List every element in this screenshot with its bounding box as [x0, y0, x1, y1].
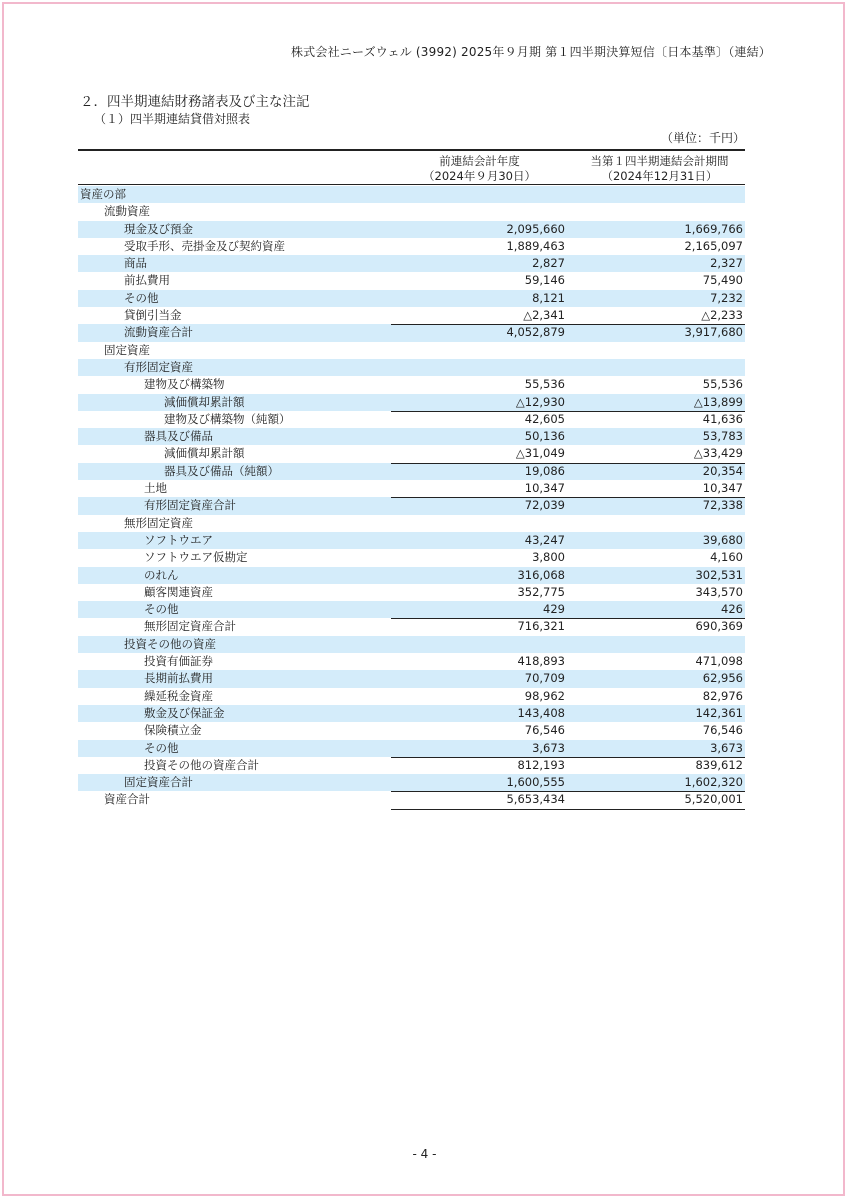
prev-period-label: 前連結会計年度 [439, 154, 520, 168]
row-label: 資産の部 [80, 187, 126, 201]
row-label: 貸倒引当金 [124, 308, 182, 323]
table-row [78, 445, 745, 462]
table-row [78, 653, 745, 670]
curr-period-label: 当第１四半期連結会計期間 [590, 154, 729, 168]
row-label: 固定資産 [104, 342, 150, 357]
table-row [78, 186, 745, 203]
subsection-title: （１）四半期連結貸借対照表 [94, 112, 251, 126]
prev-value: 42,605 [524, 411, 565, 426]
prev-value: 5,653,434 [506, 792, 565, 807]
table-row [78, 290, 745, 307]
prev-value: 4,052,879 [506, 325, 565, 340]
curr-value: 5,520,001 [684, 792, 743, 807]
prev-period-header [391, 154, 568, 184]
row-label: 資産合計 [104, 792, 150, 807]
prev-value: 59,146 [524, 273, 565, 288]
curr-value: 343,570 [695, 584, 743, 599]
row-label: 現金及び預金 [124, 221, 193, 236]
curr-value: 142,361 [695, 705, 743, 720]
row-label: 流動資産合計 [124, 325, 193, 340]
table-row [78, 238, 745, 255]
curr-value: 53,783 [702, 429, 743, 444]
prev-value: 43,247 [524, 532, 565, 547]
row-label: 減価償却累計額 [164, 446, 245, 461]
row-label: その他 [144, 602, 179, 617]
row-label: 保険積立金 [144, 723, 202, 738]
prev-value: 2,095,660 [506, 221, 565, 236]
row-label: 受取手形、売掛金及び契約資産 [124, 238, 285, 253]
row-label: 長期前払費用 [144, 671, 213, 686]
table-row [78, 394, 745, 411]
prev-value: 55,536 [524, 377, 565, 392]
prev-value: 70,709 [524, 671, 565, 686]
row-label: 土地 [144, 481, 167, 496]
curr-value: 72,338 [702, 498, 743, 513]
curr-value: 20,354 [702, 463, 743, 478]
prev-value: 10,347 [524, 481, 565, 496]
prev-value: 316,068 [517, 567, 565, 582]
row-label: 器具及び備品（純額） [164, 463, 279, 478]
curr-value: 426 [721, 602, 743, 617]
table-row [78, 567, 745, 584]
prev-value: 2,827 [532, 256, 565, 271]
column-header [78, 149, 745, 185]
prev-value: 143,408 [517, 705, 565, 720]
section-title: ２．四半期連結財務諸表及び主な注記 [80, 94, 310, 110]
row-label: のれん [144, 567, 179, 582]
table-row [78, 411, 745, 428]
row-label: 繰延税金資産 [144, 688, 213, 703]
curr-value: 302,531 [695, 567, 743, 582]
curr-value: 62,956 [702, 671, 743, 686]
row-label: その他 [124, 290, 159, 305]
prev-value: 3,800 [532, 550, 565, 565]
row-label: 投資その他の資産 [124, 636, 216, 651]
row-label: 有形固定資産合計 [144, 498, 236, 513]
row-label: 敷金及び保証金 [144, 705, 225, 720]
prev-value: △12,930 [515, 394, 565, 409]
curr-value: 76,546 [702, 723, 743, 738]
prev-value: △2,341 [523, 308, 565, 323]
table-row [78, 497, 745, 514]
prev-value: 19,086 [524, 463, 565, 478]
table-row [78, 515, 745, 532]
prev-value: 50,136 [524, 429, 565, 444]
table-row [78, 688, 745, 705]
row-label: 建物及び構築物（純額） [164, 411, 291, 426]
balance-sheet-table [78, 186, 745, 810]
table-row [78, 601, 745, 618]
curr-value: 3,673 [710, 740, 743, 755]
row-label: 前払費用 [124, 273, 170, 288]
table-row [78, 532, 745, 549]
prev-value: 72,039 [524, 498, 565, 513]
curr-value: 55,536 [702, 377, 743, 392]
prev-value: 418,893 [517, 654, 565, 669]
curr-value: 1,602,320 [684, 775, 743, 790]
table-row [78, 342, 745, 359]
table-row [78, 636, 745, 653]
curr-value: △33,429 [693, 446, 743, 461]
table-row [78, 722, 745, 739]
curr-value: 1,669,766 [684, 221, 743, 236]
row-label: 商品 [124, 256, 147, 271]
prev-value: △31,049 [515, 446, 565, 461]
table-row [78, 428, 745, 445]
prev-value: 98,962 [524, 688, 565, 703]
curr-value: 4,160 [710, 550, 743, 565]
table-row [78, 324, 745, 341]
row-label: 投資その他の資産合計 [144, 757, 259, 772]
curr-value: 39,680 [702, 532, 743, 547]
curr-value: 690,369 [695, 619, 743, 634]
table-row [78, 791, 745, 809]
row-label: 器具及び備品 [144, 429, 213, 444]
row-label: 有形固定資産 [124, 359, 193, 374]
curr-value: 3,917,680 [684, 325, 743, 340]
prev-value: 1,600,555 [506, 775, 565, 790]
curr-value: 75,490 [702, 273, 743, 288]
curr-value: 2,327 [710, 256, 743, 271]
row-label: 減価償却累計額 [164, 394, 245, 409]
prev-value: 429 [543, 602, 565, 617]
prev-value: 1,889,463 [506, 238, 565, 253]
curr-value: △2,233 [701, 308, 743, 323]
unit-label: （単位：千円） [660, 131, 745, 145]
curr-value: 82,976 [702, 688, 743, 703]
table-row [78, 359, 745, 376]
table-row [78, 705, 745, 722]
table-row [78, 463, 745, 480]
table-row [78, 549, 745, 566]
row-label: 流動資産 [104, 204, 150, 219]
table-row [78, 584, 745, 601]
row-label: 顧客関連資産 [144, 584, 213, 599]
row-label: 固定資産合計 [124, 775, 193, 790]
prev-value: 8,121 [532, 290, 565, 305]
prev-value: 716,321 [517, 619, 565, 634]
table-row [78, 480, 745, 497]
row-label: その他 [144, 740, 179, 755]
prev-value: 76,546 [524, 723, 565, 738]
table-row [78, 670, 745, 687]
table-row [78, 757, 745, 774]
row-label: 無形固定資産 [124, 515, 193, 530]
curr-value: 41,636 [702, 411, 743, 426]
prev-value: 812,193 [517, 757, 565, 772]
page-number: - 4 - [412, 1147, 437, 1161]
table-row [78, 272, 745, 289]
document-header: 株式会社ニーズウェル (3992) 2025年９月期 第１四半期決算短信〔日本基準〕（連結） [290, 45, 771, 59]
table-row [78, 307, 745, 324]
table-row [78, 618, 745, 635]
prev-value: 3,673 [532, 740, 565, 755]
row-label: ソフトウエア [144, 532, 213, 547]
row-label: 無形固定資産合計 [144, 619, 236, 634]
table-row [78, 221, 745, 238]
curr-period-header [574, 154, 745, 184]
table-row [78, 255, 745, 272]
curr-value: 471,098 [695, 654, 743, 669]
curr-value: 10,347 [702, 481, 743, 496]
curr-value: 7,232 [710, 290, 743, 305]
row-label: 建物及び構築物 [144, 377, 225, 392]
curr-value: △13,899 [693, 394, 743, 409]
table-row [78, 376, 745, 393]
table-row [78, 774, 745, 791]
row-label: ソフトウエア仮勘定 [144, 550, 248, 565]
prev-period-date: （2024年９月30日） [423, 169, 536, 183]
row-label: 投資有価証券 [144, 654, 213, 669]
table-row [78, 740, 745, 757]
prev-value: 352,775 [517, 584, 565, 599]
curr-period-date: （2024年12月31日） [601, 169, 718, 183]
curr-value: 839,612 [695, 757, 743, 772]
table-row [78, 203, 745, 220]
curr-value: 2,165,097 [684, 238, 743, 253]
